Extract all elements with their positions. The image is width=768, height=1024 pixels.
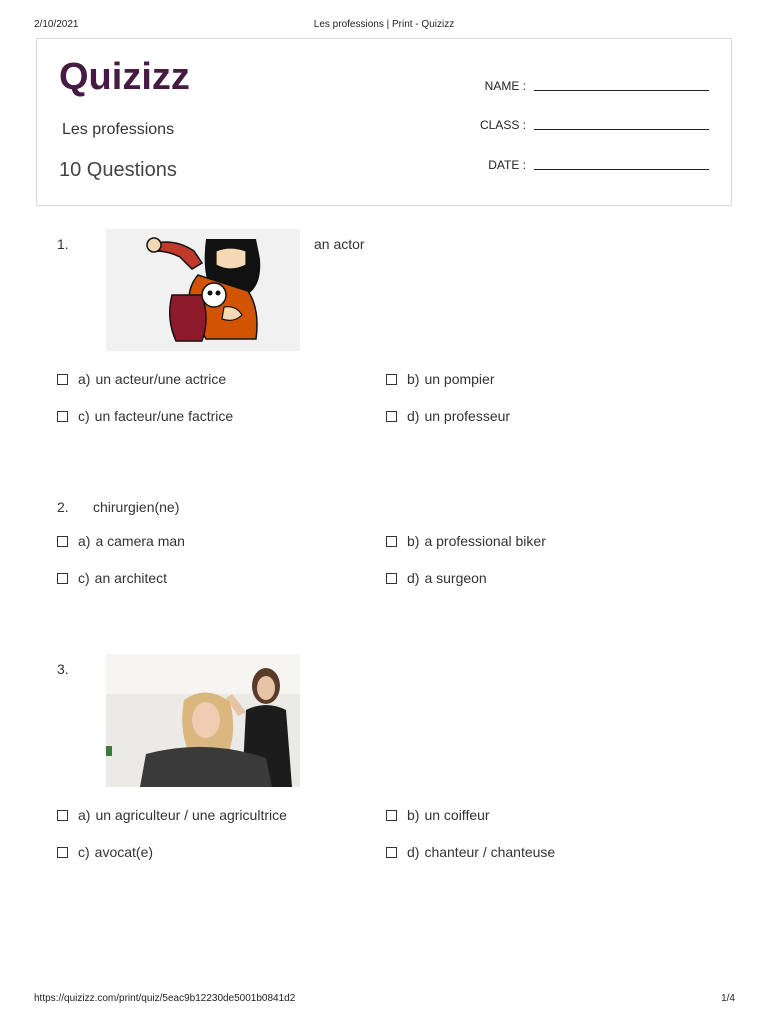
date-label: DATE :	[488, 158, 526, 172]
class-field	[476, 118, 709, 132]
quizizz-logo-icon	[59, 53, 193, 99]
question-1-text: an actor	[314, 236, 365, 252]
question-1-option-c[interactable]: c) un facteur/une factrice	[57, 408, 233, 424]
question-2-text: chirurgien(ne)	[93, 499, 180, 515]
checkbox-icon[interactable]	[57, 536, 68, 547]
checkbox-icon[interactable]	[386, 810, 397, 821]
question-3-option-a[interactable]: a) un agriculteur / une agricultrice	[57, 807, 287, 823]
question-3-option-c[interactable]: c) avocat(e)	[57, 844, 153, 860]
checkbox-icon[interactable]	[386, 573, 397, 584]
quizizz-logo	[59, 53, 193, 99]
checkbox-icon[interactable]	[386, 536, 397, 547]
checkbox-icon[interactable]	[57, 810, 68, 821]
checkbox-icon[interactable]	[57, 847, 68, 858]
checkbox-icon[interactable]	[386, 847, 397, 858]
checkbox-icon[interactable]	[57, 411, 68, 422]
footer-page-number: 1/4	[721, 993, 735, 1004]
checkbox-icon[interactable]	[57, 374, 68, 385]
quiz-title: Les professions	[62, 121, 175, 138]
question-1-option-b[interactable]: b) un pompier	[386, 371, 495, 387]
question-2-option-b[interactable]: b) a professional biker	[386, 533, 546, 549]
name-label: NAME :	[484, 79, 526, 93]
date-line[interactable]	[534, 168, 709, 170]
question-3-option-d[interactable]: d) chanteur / chanteuse	[386, 844, 555, 860]
class-line[interactable]	[534, 128, 709, 130]
question-2-option-a[interactable]: a) a camera man	[57, 533, 185, 549]
print-date: 2/10/2021	[34, 19, 79, 30]
date-field	[476, 158, 709, 172]
question-3-option-b[interactable]: b) un coiffeur	[386, 807, 490, 823]
name-field	[476, 79, 709, 93]
question-1-option-d[interactable]: d) un professeur	[386, 408, 510, 424]
question-3-number: 3.	[57, 661, 69, 677]
footer-url[interactable]: https://quizizz.com/print/quiz/5eac9b12230de5001b0841d2	[34, 993, 296, 1004]
class-label: CLASS :	[479, 118, 526, 132]
actor-cartoon-icon	[106, 229, 300, 351]
question-3-image	[106, 654, 300, 787]
checkbox-icon[interactable]	[386, 374, 397, 385]
question-2-option-d[interactable]: d) a surgeon	[386, 570, 487, 586]
question-1-image	[106, 229, 300, 351]
checkbox-icon[interactable]	[386, 411, 397, 422]
question-count: 10 Questions	[59, 159, 177, 181]
question-2-number: 2.	[57, 499, 69, 515]
svg-text:Quizizz: Quizizz	[59, 56, 190, 98]
hairdresser-photo-icon	[106, 654, 300, 787]
question-1-option-a[interactable]: a) un acteur/une actrice	[57, 371, 226, 387]
question-2-option-c[interactable]: c) an architect	[57, 570, 167, 586]
checkbox-icon[interactable]	[57, 573, 68, 584]
name-line[interactable]	[534, 89, 709, 91]
question-1-number: 1.	[57, 236, 69, 252]
worksheet-header	[36, 38, 732, 206]
print-page-title: Les professions | Print - Quizizz	[313, 19, 455, 30]
